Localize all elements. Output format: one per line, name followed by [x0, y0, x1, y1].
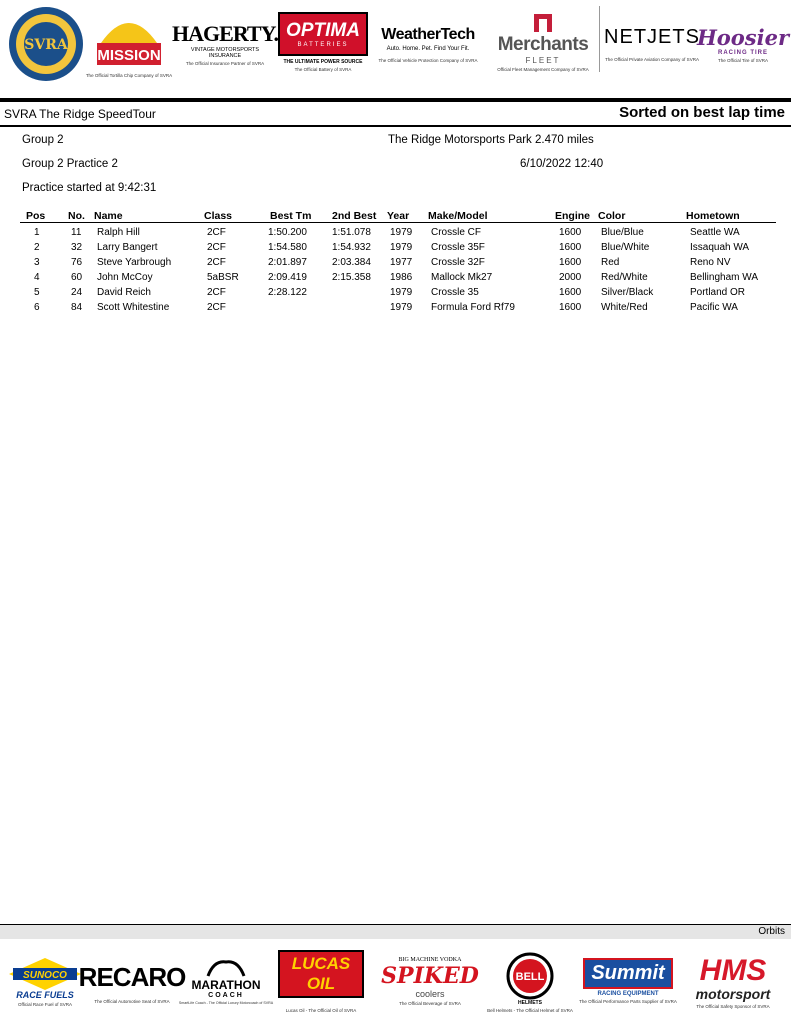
hms-wordmark: HMS [699, 953, 767, 987]
cell-home: Reno NV [690, 257, 731, 268]
sponsor-caption: The Official Safety Sponsor of SVRA [696, 1003, 770, 1009]
cell-second: 2:03.384 [332, 257, 371, 268]
lucas-wordmark: LUCAS OIL [278, 950, 364, 998]
sponsor-divider [599, 6, 600, 72]
spiked-coolers: coolers [415, 988, 445, 999]
sponsor-caption: The Official Tire of SVRA [718, 58, 768, 63]
col-header-second: 2nd Best [332, 210, 377, 222]
event-name: SVRA The Ridge SpeedTour [4, 107, 156, 121]
col-header-pos: Pos [26, 210, 46, 222]
optima-wordmark: OPTIMA [286, 20, 360, 41]
orbits-label: Orbits [758, 926, 785, 937]
hagerty-tagline: VINTAGE MOTORSPORTS INSURANCE [190, 46, 260, 59]
cell-pos: 4 [34, 272, 40, 283]
optima-batteries: BATTERIES [297, 42, 349, 48]
col-header-name: Name [94, 210, 123, 222]
spiked-pre: BIG MACHINE VODKA [398, 956, 462, 963]
cell-color: Blue/White [601, 242, 650, 253]
weathertech-tagline: Auto. Home. Pet. Find Your Fit. [386, 45, 470, 52]
cell-best: 2:09.419 [268, 272, 307, 283]
cell-no: 11 [71, 227, 82, 238]
cell-name: John McCoy [97, 272, 153, 283]
cell-no: 32 [71, 242, 83, 253]
cell-year: 1979 [390, 287, 413, 298]
cell-pos: 3 [34, 257, 40, 268]
col-header-class: Class [204, 210, 233, 222]
cell-class: 2CF [207, 257, 226, 268]
sponsor-caption: Lucas Oil - The Official Oil of SVRA [285, 1007, 357, 1013]
hoosier-tagline: RACING TIRE [718, 50, 768, 56]
group-label: Group 2 [22, 134, 64, 146]
cell-make: Crossle 32F [431, 257, 485, 268]
cell-make: Formula Ford Rf79 [431, 302, 515, 313]
cell-color: White/Red [601, 302, 648, 313]
sponsor-hms [680, 946, 786, 1018]
mission-logo-icon [93, 7, 165, 71]
sponsor-merchants [488, 4, 598, 80]
sponsor-hagerty [172, 10, 278, 76]
session-datetime: 6/10/2022 12:40 [520, 158, 604, 170]
header-rule [0, 98, 791, 102]
cell-engine: 1600 [559, 257, 582, 268]
merchants-wordmark: Merchants [497, 34, 589, 55]
cell-color: Silver/Black [601, 287, 654, 298]
col-header-hometown: Hometown [686, 210, 740, 222]
cell-no: 24 [71, 287, 83, 298]
sponsor-caption: Official Race Fuel of SVRA [18, 1001, 72, 1007]
cell-home: Pacific WA [690, 302, 738, 313]
sunoco-tagline: RACE FUELS [16, 989, 74, 1000]
sponsor-recaro [78, 952, 186, 1014]
col-header-make: Make/Model [428, 210, 488, 222]
cell-year: 1977 [390, 257, 413, 268]
cell-engine: 1600 [559, 287, 582, 298]
cell-engine: 1600 [559, 227, 582, 238]
sponsor-caption: The Official Tortilla Chip Company of SVRA [85, 72, 173, 78]
cell-home: Portland OR [690, 287, 746, 298]
bell-helmet-icon [506, 952, 554, 1000]
merchants-fleet: FLEET [525, 56, 561, 65]
cell-second: 1:54.932 [332, 242, 371, 253]
cell-year: 1979 [390, 302, 413, 313]
cell-class: 2CF [207, 242, 226, 253]
cell-engine: 1600 [559, 242, 582, 253]
recaro-wordmark: RECARO [78, 962, 186, 992]
cell-best: 1:54.580 [268, 242, 307, 253]
cell-no: 76 [71, 257, 83, 268]
sponsor-hoosier [696, 16, 790, 72]
cell-best: 2:28.122 [268, 287, 307, 298]
sponsor-lucas [278, 946, 364, 1016]
sponsor-caption: Official Fleet Management Company of SVRA [497, 67, 589, 72]
sponsor-weathertech [378, 14, 478, 74]
weathertech-wordmark: WeatherTech [381, 25, 475, 43]
sort-note: Sorted on best lap time [619, 104, 785, 121]
svg-text:SVRA: SVRA [24, 37, 68, 53]
track-info: The Ridge Motorsports Park 2.470 miles [388, 134, 594, 146]
title-rule [0, 125, 791, 127]
cell-class: 2CF [207, 227, 226, 238]
bell-tagline: HELMETS [518, 999, 542, 1006]
cell-make: Crossle CF [431, 227, 482, 238]
cell-name: Larry Bangert [97, 242, 158, 253]
hagerty-wordmark: HAGERTY. [172, 20, 278, 46]
cell-engine: 1600 [559, 302, 582, 313]
sponsor-summit [578, 944, 678, 1018]
cell-engine: 2000 [559, 272, 582, 283]
cell-make: Mallock Mk27 [431, 272, 493, 283]
summit-wordmark: Summit [583, 958, 672, 989]
session-start: Practice started at 9:42:31 [22, 182, 157, 194]
col-header-engine: Engine [555, 210, 591, 222]
cell-name: David Reich [97, 287, 151, 298]
cell-make: Crossle 35F [431, 242, 485, 253]
sponsor-netjets [604, 18, 700, 70]
cell-class: 2CF [207, 302, 226, 313]
sponsor-sunoco [6, 948, 84, 1016]
spiked-wordmark: SPIKED [381, 962, 479, 989]
sponsor-spiked [380, 944, 480, 1018]
marathon-wordmark: MARATHON [191, 977, 261, 992]
sponsor-caption: The Official Private Aviation Company of SVRA [605, 57, 699, 62]
cell-home: Seattle WA [690, 227, 740, 238]
cell-no: 84 [71, 302, 83, 313]
hoosier-wordmark: Hoosier [696, 25, 790, 50]
cell-pos: 2 [34, 242, 40, 253]
col-header-year: Year [387, 210, 410, 222]
svg-text:MISSION: MISSION [97, 46, 161, 64]
hms-tagline: motorsport [695, 985, 771, 1002]
sponsor-caption: SmartLife Coach - The Official Luxury Motorcoach of SVRA [178, 1000, 274, 1005]
svg-text:SUNOCO: SUNOCO [23, 969, 67, 981]
optima-tagline: THE ULTIMATE POWER SOURCE [283, 59, 363, 65]
marathon-coach: COACH [208, 991, 244, 999]
sponsor-bell [488, 946, 572, 1018]
cell-second: 2:15.358 [332, 272, 371, 283]
cell-best: 2:01.897 [268, 257, 307, 268]
report-title-bar [0, 104, 791, 126]
cell-year: 1979 [390, 242, 413, 253]
cell-name: Steve Yarbrough [97, 257, 172, 268]
sunoco-logo-icon [9, 958, 81, 990]
cell-pos: 6 [34, 302, 40, 313]
cell-second: 1:51.078 [332, 227, 371, 238]
netjets-wordmark: NETJETS [604, 26, 700, 48]
cell-pos: 5 [34, 287, 40, 298]
cell-home: Bellingham WA [690, 272, 758, 283]
cell-year: 1979 [390, 227, 413, 238]
cell-best: 1:50.200 [268, 227, 307, 238]
cell-year: 1986 [390, 272, 413, 283]
cell-no: 60 [71, 272, 83, 283]
sponsor-caption: The Official Battery of SVRA [294, 67, 352, 72]
svra-seal-icon [7, 5, 85, 83]
col-header-no: No. [68, 210, 85, 222]
marathon-laurel-icon [204, 958, 248, 978]
svra-logo [6, 4, 86, 84]
cell-name: Scott Whitestine [97, 302, 170, 313]
cell-color: Red/White [601, 272, 648, 283]
sponsor-caption: The Official Insurance Partner of SVRA [185, 60, 265, 66]
sponsor-optima [276, 4, 370, 80]
sponsor-caption: The Official Beverage of SVRA [399, 1000, 461, 1006]
sponsor-caption: The Official Automotive Seat of SVRA [94, 999, 170, 1004]
svg-text:BELL: BELL [515, 970, 545, 983]
session-label: Group 2 Practice 2 [22, 158, 118, 170]
cell-name: Ralph Hill [97, 227, 140, 238]
cell-class: 2CF [207, 287, 226, 298]
cell-color: Red [601, 257, 620, 268]
col-header-color: Color [598, 210, 626, 222]
sponsor-caption: The Official Performance Parts Supplier of SVRA [579, 999, 677, 1004]
sponsor-caption: The Official Vehicle Protection Company of SVRA [378, 57, 478, 63]
header-underline [20, 222, 776, 223]
merchants-mark-icon [532, 12, 554, 34]
col-header-best: Best Tm [270, 210, 312, 222]
sponsor-mission [85, 4, 173, 80]
cell-class: 5aBSR [207, 272, 239, 283]
footer-band [0, 924, 791, 939]
cell-pos: 1 [34, 227, 40, 238]
summit-tagline: RACING EQUIPMENT [597, 991, 659, 997]
cell-color: Blue/Blue [601, 227, 644, 238]
sponsor-marathon [178, 944, 274, 1018]
sponsor-caption: Bell Helmets - The Official Helmet of SVRA [487, 1007, 573, 1013]
cell-home: Issaquah WA [690, 242, 750, 253]
cell-make: Crossle 35 [431, 287, 479, 298]
